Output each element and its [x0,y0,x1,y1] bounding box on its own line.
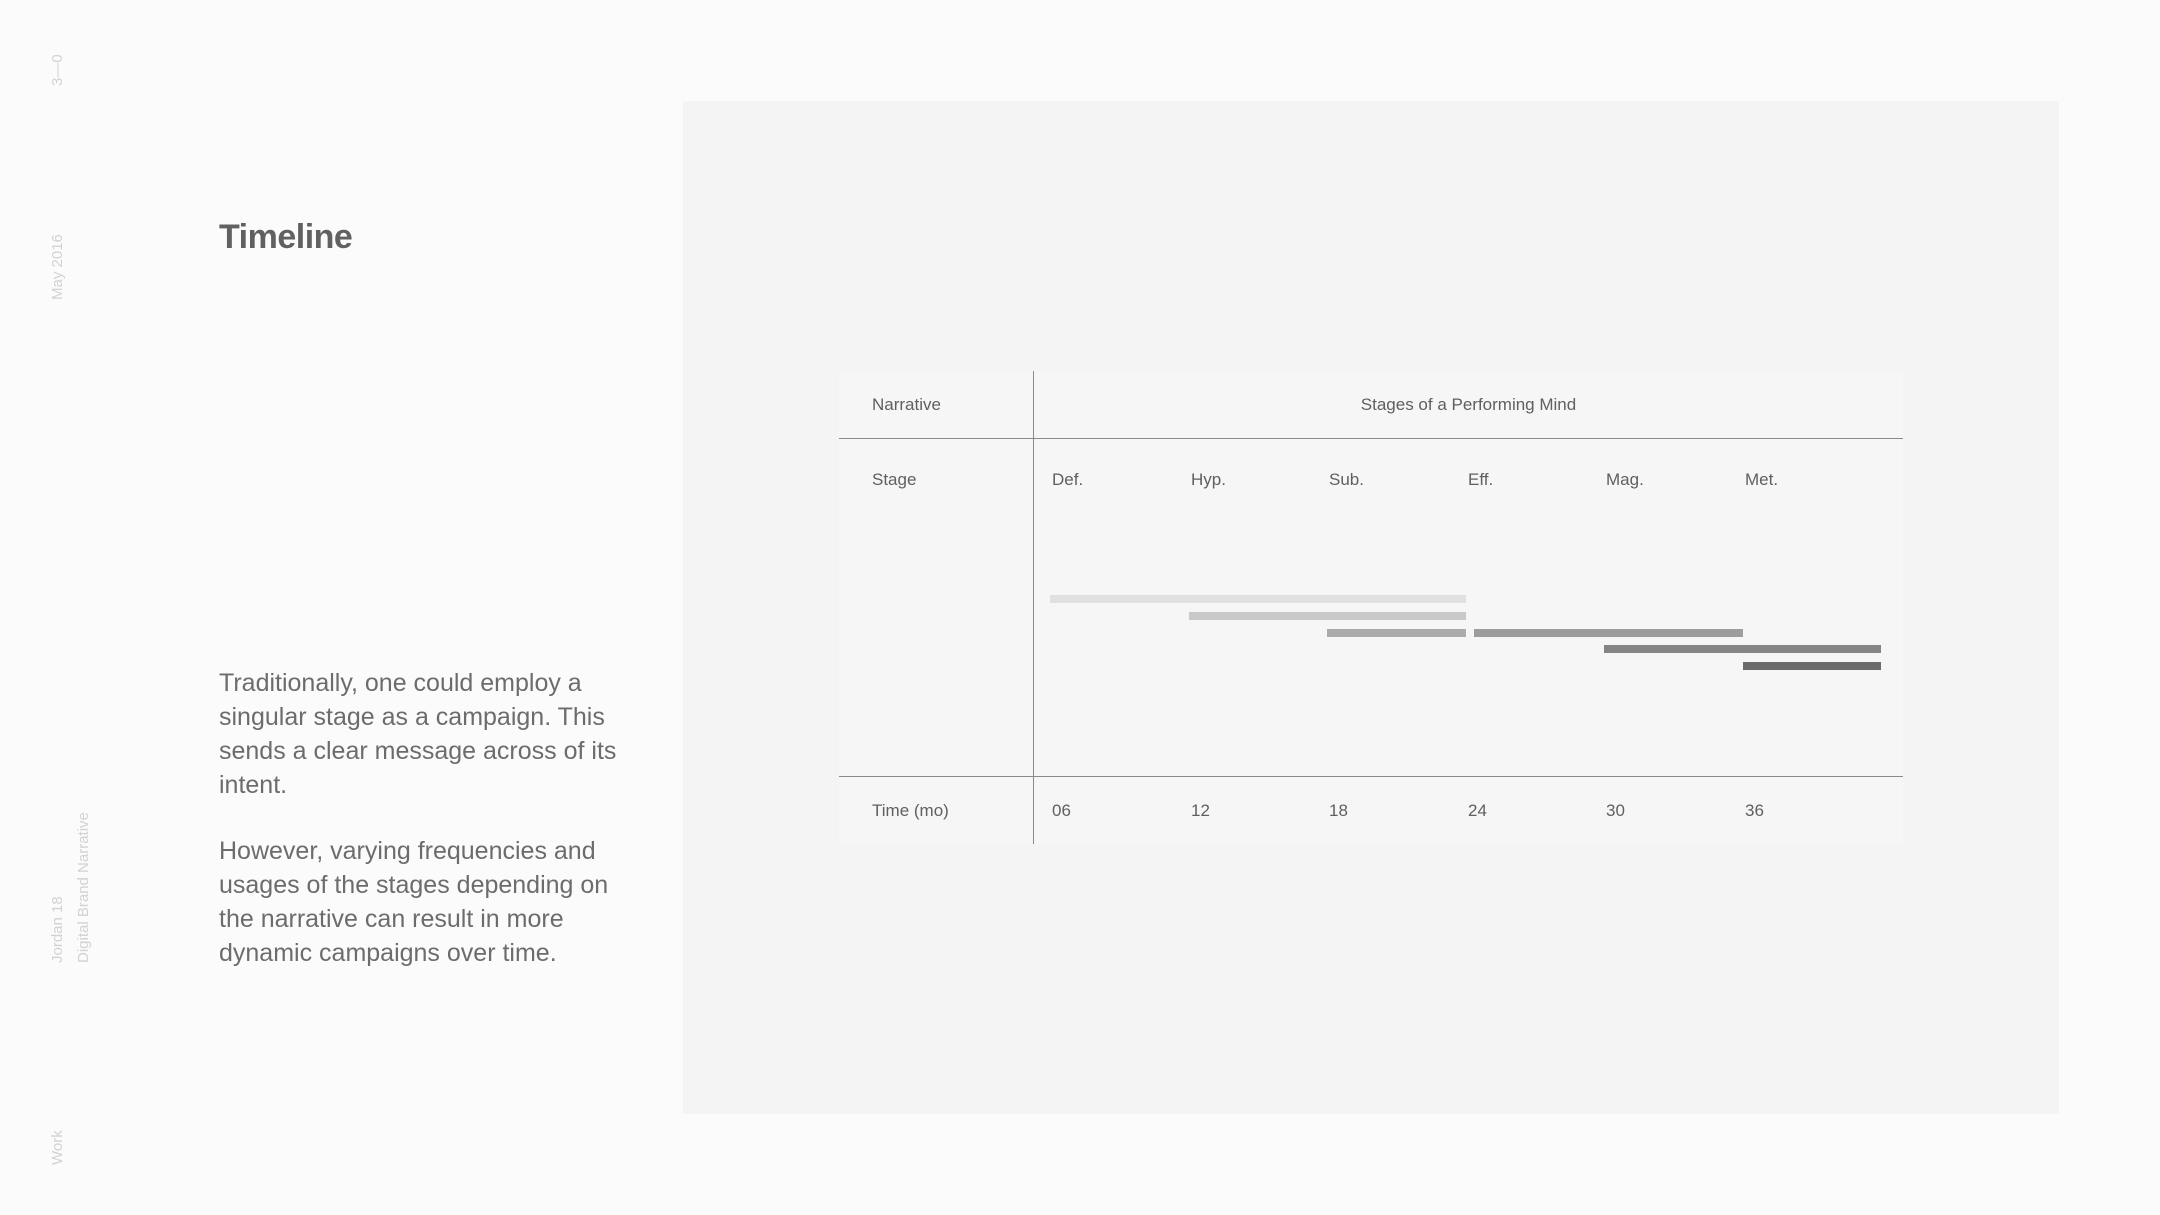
time-tick: 06 [1052,801,1071,820]
stage-header: Hyp. [1191,470,1226,489]
page-title: Timeline [219,218,353,256]
timeline-bar [1050,595,1466,603]
footer-divider [839,776,1903,777]
timeline-bar [1743,662,1882,670]
stages-title: Stages of a Performing Mind [1360,395,1577,414]
stage-header: Met. [1745,470,1779,489]
section-label: Work [49,1130,66,1165]
time-tick: 36 [1745,801,1764,820]
time-row-label: Time (mo) [872,801,949,820]
column-divider [1033,371,1034,844]
time-tick: 24 [1468,801,1487,820]
header-divider [839,438,1903,439]
stage-header: Mag. [1606,470,1644,489]
body-paragraph-1: Traditionally, one could employ a singular stage as a campaign. This sends a clear message across of its intent. [219,669,617,799]
page-number: 3—0 [49,54,66,86]
date-label: May 2016 [49,234,66,300]
client-label: Jordan 18 [49,896,66,963]
stage-row-label: Stage [872,470,917,489]
timeline-bar [1604,645,1881,653]
stage-header: Def. [1052,470,1084,489]
timeline-table [839,371,1903,844]
stage-header: Sub. [1329,470,1364,489]
time-tick: 12 [1191,801,1210,820]
project-label: Digital Brand Narrative [75,812,92,963]
narrative-label: Narrative [872,395,941,414]
timeline-bar [1189,612,1466,620]
stage-header: Eff. [1468,470,1494,489]
body-paragraph-2: However, varying frequencies and usages of the stages depending on the narrative can result in more dynamic campaigns over time. [219,837,609,967]
time-tick: 30 [1606,801,1625,820]
timeline-bar [1474,629,1743,637]
time-tick: 18 [1329,801,1348,820]
timeline-bar [1327,629,1466,637]
